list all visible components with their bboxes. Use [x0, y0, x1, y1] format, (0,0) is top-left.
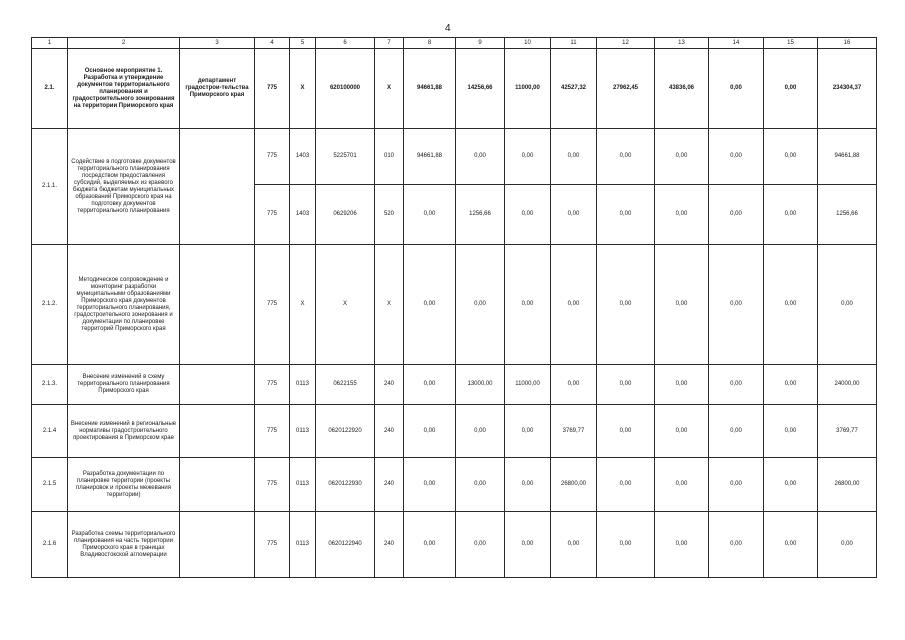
row-executor: [180, 245, 255, 365]
cell: 0,00: [709, 129, 764, 185]
cell: 0,00: [818, 512, 877, 578]
col-header: 8: [404, 38, 456, 49]
cell: 0,00: [655, 365, 709, 405]
cell: 0,00: [404, 512, 456, 578]
row-description: Разработка схемы территориального планирования на часть территории Приморского края в границах Владивостокской агломерации: [68, 512, 180, 578]
cell: 0629206: [316, 185, 375, 245]
cell: 94661,88: [404, 129, 456, 185]
cell: 240: [375, 458, 404, 512]
cell: 0,00: [456, 129, 505, 185]
cell: 0,00: [655, 405, 709, 458]
cell: 14256,66: [456, 49, 505, 129]
cell: 0,00: [597, 185, 655, 245]
table-row: [32, 49, 877, 129]
row-executor: [180, 129, 255, 245]
col-header: 7: [375, 38, 404, 49]
cell: 0620122940: [316, 512, 375, 578]
cell: 43836,06: [655, 49, 709, 129]
cell: 0,00: [456, 405, 505, 458]
cell: 775: [255, 185, 290, 245]
cell: 0,00: [404, 185, 456, 245]
col-header: 11: [551, 38, 597, 49]
cell: 3769,77: [818, 405, 877, 458]
cell: 620100000: [316, 49, 375, 129]
col-header: 6: [316, 38, 375, 49]
cell: 94661,88: [404, 49, 456, 129]
cell: 0,00: [551, 365, 597, 405]
cell: 775: [255, 405, 290, 458]
cell: 240: [375, 405, 404, 458]
cell: 27962,45: [597, 49, 655, 129]
cell: 0622155: [316, 365, 375, 405]
cell: X: [290, 245, 316, 365]
cell: 0,00: [597, 245, 655, 365]
cell: 775: [255, 458, 290, 512]
cell: 0,00: [655, 129, 709, 185]
page-number: 4: [445, 23, 451, 34]
cell: 94661,88: [818, 129, 877, 185]
cell: 0,00: [764, 129, 818, 185]
cell: 0113: [290, 365, 316, 405]
cell: 0,00: [505, 512, 551, 578]
cell: 0,00: [551, 129, 597, 185]
cell: 0,00: [597, 458, 655, 512]
row-executor: [180, 405, 255, 458]
cell: 010: [375, 129, 404, 185]
cell: 0620122930: [316, 458, 375, 512]
cell: 0,00: [456, 512, 505, 578]
row-executor: [180, 458, 255, 512]
col-header: 4: [255, 38, 290, 49]
cell: 0,00: [505, 185, 551, 245]
cell: 0,00: [505, 129, 551, 185]
col-header: 9: [456, 38, 505, 49]
col-header: 12: [597, 38, 655, 49]
cell: 0,00: [709, 512, 764, 578]
row-number: 2.1.2.: [32, 245, 68, 365]
cell: 775: [255, 365, 290, 405]
cell: 0,00: [655, 185, 709, 245]
row-description: Методическое сопровождение и мониторинг разработки муниципальными образованиями Приморского края документов территориального планирования, градостроительного зонирования и документации по планировке территорий Приморского края: [68, 245, 180, 365]
cell: 0,00: [764, 512, 818, 578]
row-executor: [180, 512, 255, 578]
col-header: 3: [180, 38, 255, 49]
col-header: 10: [505, 38, 551, 49]
cell: 1256,66: [456, 185, 505, 245]
header-row: [32, 38, 877, 49]
cell: 0,00: [404, 458, 456, 512]
cell: 42527,32: [551, 49, 597, 129]
cell: 26800,00: [818, 458, 877, 512]
cell: 0,00: [597, 512, 655, 578]
cell: 0,00: [404, 365, 456, 405]
cell: 0,00: [597, 405, 655, 458]
cell: 11000,00: [505, 365, 551, 405]
cell: 775: [255, 512, 290, 578]
row-description: Содействие в подготовке документов территориального планирования посредством предоставления субсидий, выделяемых из краевого бюджета бюджетам муниципальных образований Приморского края на подготовку документов территориального планирования: [68, 129, 180, 245]
table-row: [32, 512, 877, 578]
cell: 234304,37: [818, 49, 877, 129]
col-header: 14: [709, 38, 764, 49]
row-description: Внесение изменений в схему территориального планирования Приморского края: [68, 365, 180, 405]
cell: 0,00: [505, 405, 551, 458]
row-executor: департамент градострои-тельства Приморского края: [180, 49, 255, 129]
cell: 0,00: [404, 405, 456, 458]
cell: 520: [375, 185, 404, 245]
cell: 0,00: [404, 245, 456, 365]
budget-table: [31, 37, 877, 578]
cell: 0,00: [709, 458, 764, 512]
cell: 11000,00: [505, 49, 551, 129]
cell: 0,00: [505, 245, 551, 365]
cell: 0,00: [551, 185, 597, 245]
cell: X: [316, 245, 375, 365]
col-header: 1: [32, 38, 68, 49]
cell: 0,00: [709, 49, 764, 129]
cell: 0,00: [709, 245, 764, 365]
cell: X: [375, 49, 404, 129]
row-description: Основное мероприятие 1. Разработка и утверждение документов территориального планирования и градостроительного зонирования на территории Приморского края: [68, 49, 180, 129]
cell: 0,00: [709, 405, 764, 458]
cell: 0,00: [505, 458, 551, 512]
cell: 0,00: [597, 129, 655, 185]
cell: 1403: [290, 129, 316, 185]
cell: 0,00: [655, 245, 709, 365]
col-header: 15: [764, 38, 818, 49]
cell: 0,00: [709, 365, 764, 405]
row-executor: [180, 365, 255, 405]
table-row: [32, 458, 877, 512]
cell: 0,00: [655, 512, 709, 578]
cell: 775: [255, 49, 290, 129]
cell: 5225701: [316, 129, 375, 185]
cell: 240: [375, 365, 404, 405]
table-row: [32, 245, 877, 365]
cell: 0620122920: [316, 405, 375, 458]
cell: 0,00: [551, 512, 597, 578]
table-row: [32, 405, 877, 458]
cell: 13000,00: [456, 365, 505, 405]
row-number: 2.1.3.: [32, 365, 68, 405]
cell: 24000,00: [818, 365, 877, 405]
cell: 0,00: [597, 365, 655, 405]
table-row: [32, 129, 877, 185]
table-row: [32, 365, 877, 405]
row-number: 2.1.5: [32, 458, 68, 512]
cell: 0,00: [551, 245, 597, 365]
cell: 0,00: [764, 458, 818, 512]
col-header: 16: [818, 38, 877, 49]
cell: 0,00: [764, 245, 818, 365]
row-number: 2.1.6: [32, 512, 68, 578]
cell: 3769,77: [551, 405, 597, 458]
cell: 0,00: [709, 185, 764, 245]
cell: 0,00: [764, 49, 818, 129]
cell: 0113: [290, 405, 316, 458]
row-number: 2.1.4: [32, 405, 68, 458]
cell: 0,00: [764, 365, 818, 405]
cell: 775: [255, 129, 290, 185]
cell: 0,00: [456, 458, 505, 512]
cell: 1256,66: [818, 185, 877, 245]
cell: 775: [255, 245, 290, 365]
cell: X: [375, 245, 404, 365]
cell: 1403: [290, 185, 316, 245]
cell: 0,00: [764, 405, 818, 458]
cell: 240: [375, 512, 404, 578]
col-header: 5: [290, 38, 316, 49]
row-number: 2.1.1.: [32, 129, 68, 245]
row-number: 2.1.: [32, 49, 68, 129]
cell: 0,00: [818, 245, 877, 365]
cell: 0,00: [655, 458, 709, 512]
cell: 0,00: [456, 245, 505, 365]
row-description: Разработка документации по планировке территории (проекты планировок и проекты межевания территории): [68, 458, 180, 512]
cell: 0,00: [764, 185, 818, 245]
cell: 0113: [290, 458, 316, 512]
row-description: Внесение изменений в региональные нормативы градостроительного проектирования в Приморском крае: [68, 405, 180, 458]
cell: 26800,00: [551, 458, 597, 512]
cell: X: [290, 49, 316, 129]
col-header: 13: [655, 38, 709, 49]
cell: 0113: [290, 512, 316, 578]
col-header: 2: [68, 38, 180, 49]
